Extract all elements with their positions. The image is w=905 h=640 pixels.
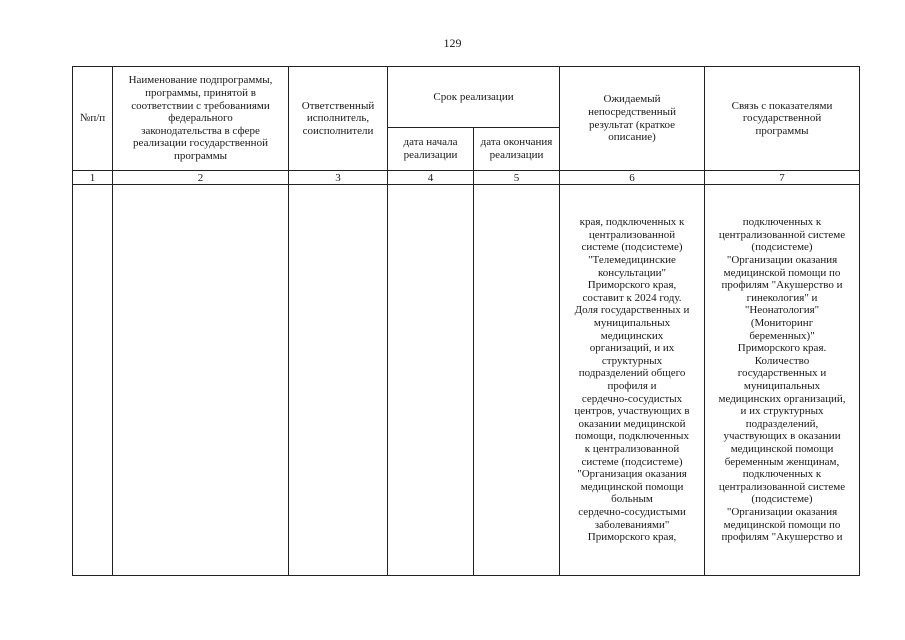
cell-subprogram-name: [113, 185, 289, 576]
column-number: 1: [73, 171, 113, 185]
program-table: [72, 66, 860, 576]
header-end-date: дата окончания реализации: [474, 128, 560, 171]
cell-number: [73, 185, 113, 576]
cell-indicators-link: подключенных к централизованной системе (подсистеме) "Организации оказания медицинской помощи по профилям "Акушерство и гинекология" и "Неонатология" (Мониторинг беременных)" Приморского края. Количество государственных и муниципальных медицинских организаций, и их структурных подразделений, участвующих в оказании медицинской помощи беременным женщинам, подключенных к централизованной системе (подсистеме) "Организации оказания медицинской помощи по профилям "Акушерство и: [705, 185, 860, 576]
header-subprogram-name: Наименование подпрограммы, программы, принятой в соответствии с требованиями федерального законодательства в сфере реализации государственной программы: [113, 67, 289, 171]
header-expected-result: Ожидаемый непосредственный результат (краткое описание): [560, 67, 705, 171]
column-number: 5: [474, 171, 560, 185]
header-row-top: [73, 67, 860, 128]
column-number: 6: [560, 171, 705, 185]
column-number: 3: [289, 171, 388, 185]
cell-start-date: [388, 185, 474, 576]
column-number-row: [73, 171, 860, 185]
header-start-date: дата начала реализации: [388, 128, 474, 171]
table-row: [73, 185, 860, 576]
cell-executor: [289, 185, 388, 576]
column-number: 4: [388, 171, 474, 185]
header-term-group: Срок реализации: [388, 67, 560, 128]
page-number: 129: [443, 36, 462, 50]
column-number: 7: [705, 171, 860, 185]
header-number: №п/п: [73, 67, 113, 171]
header-indicators-link: Связь с показателями государственной программы: [705, 67, 860, 171]
column-number: 2: [113, 171, 289, 185]
cell-end-date: [474, 185, 560, 576]
header-executor: Ответственный исполнитель, соисполнители: [289, 67, 388, 171]
cell-expected-result: края, подключенных к централизованной системе (подсистеме) "Телемедицинские консультации" Приморского края, составит к 2024 году. Доля государственных и муниципальных медицинских организаций, и их структурных подразделений общего профиля и сердечно-сосудистых центров, участвующих в оказании медицинской помощи, подключенных к централизованной системе (подсистеме) "Организация оказания медицинской помощи больным сердечно-сосудистыми заболеваниями" Приморского края,: [560, 185, 705, 576]
